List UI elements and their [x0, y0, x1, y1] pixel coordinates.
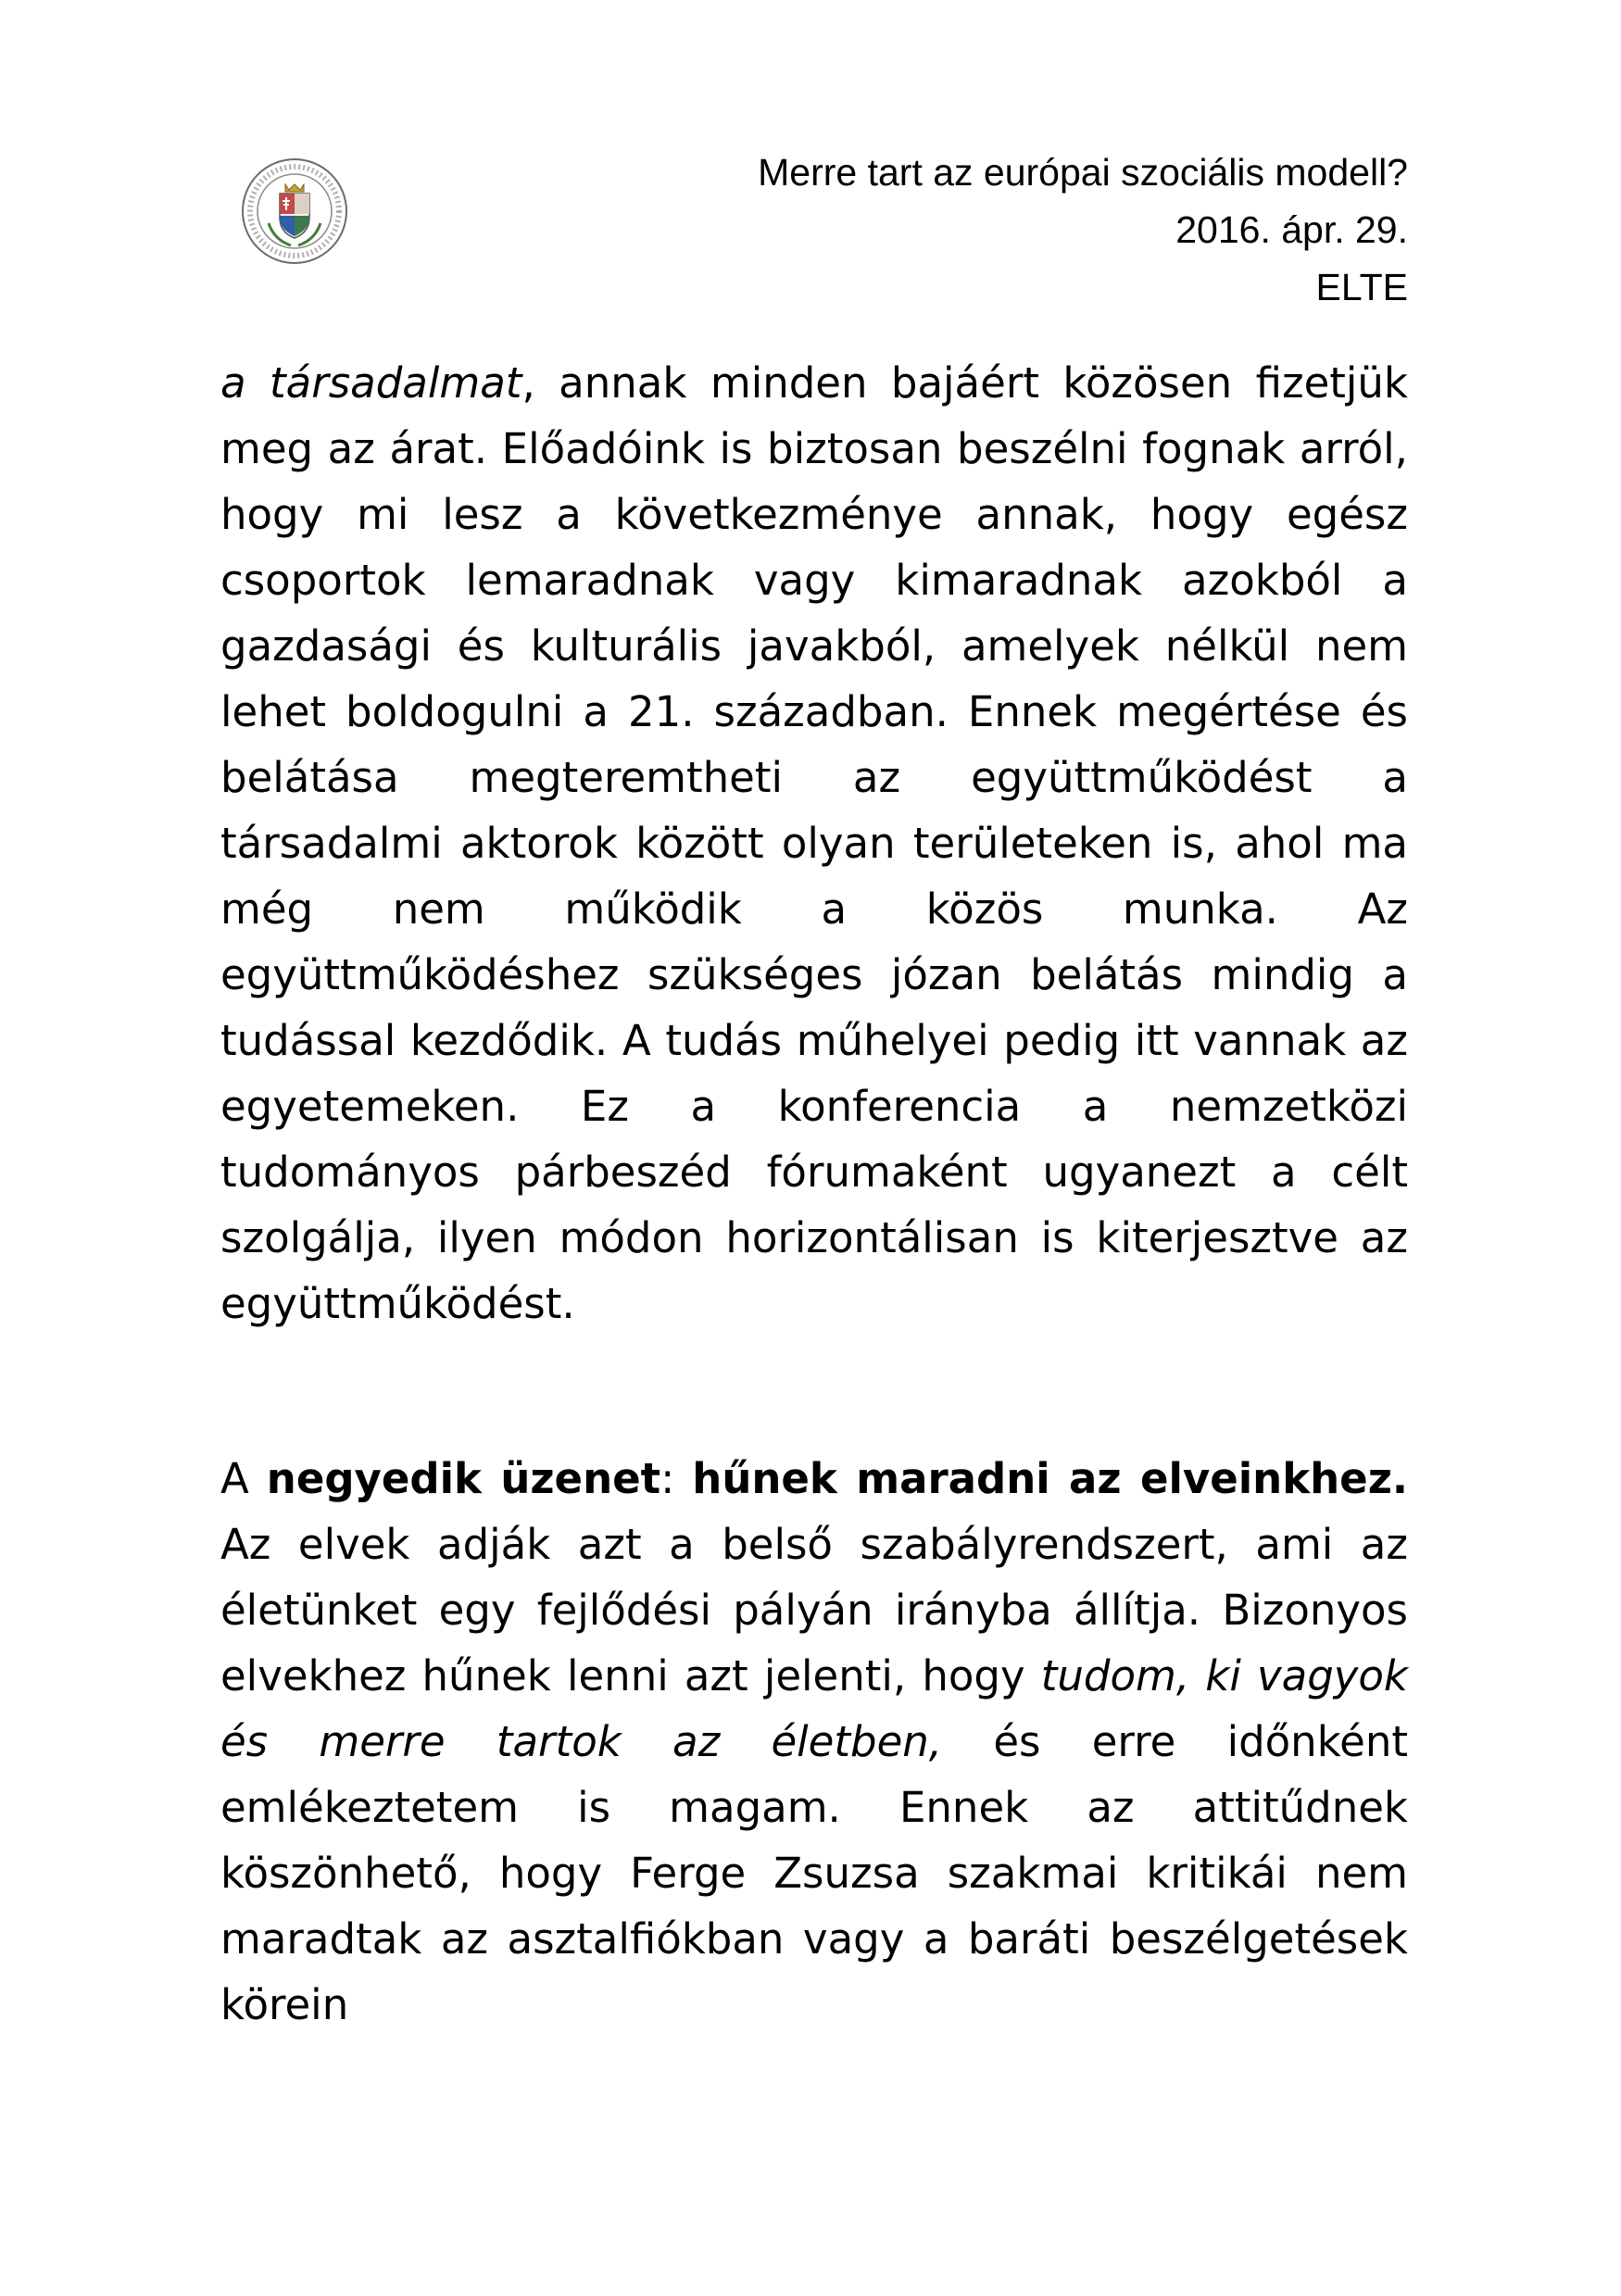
paragraph-2-italic: tudom, ki vagyok és merre tartok az életben,	[220, 1651, 1408, 1766]
paragraph-2	[220, 1446, 1408, 2038]
paragraph-1-italic-intro: a társadalmat	[220, 358, 522, 408]
paragraph-2-text-2: és erre időnként emlékeztetem is magam. Ennek az attitűdnek köszönhető, hogy Ferge Zsuzsa szakmai kritikái nem maradtak az asztalfiókban vagy a baráti beszélgetések körein	[220, 1717, 1408, 2029]
paragraph-1-text: , annak minden bajáért közösen fizetjük meg az árat. Előadóink is biztosan beszélni fognak arról, hogy mi lesz a következménye annak, hogy egész csoportok lemaradnak vagy kimaradnak azokból a gazdasági és kulturális javakból, amelyek nélkül nem lehet boldogulni a 21. században. Ennek megértése és belátása megteremtheti az együttműködést a társadalmi aktorok között olyan területeken is, ahol ma még nem működik a közös munka. Az együttműködéshez szükséges józan belátás mindig a tudással kezdődik. A tudás műhelyei pedig itt vannak az egyetemeken. Ez a konferencia a nemzetközi tudományos párbeszéd fórumaként ugyanezt a célt szolgálja, ilyen módon horizontálisan is kiterjesztve az együttműködést.	[220, 358, 1408, 1328]
university-seal-icon	[239, 151, 350, 271]
paragraph-2-colon: :	[660, 1454, 693, 1503]
header-institution: ELTE	[1315, 266, 1408, 308]
header-date: 2016. ápr. 29.	[1175, 208, 1408, 251]
paragraph-2-lead: A	[220, 1454, 267, 1503]
paragraph-2-bold-message: hűnek maradni az elveinkhez.	[692, 1454, 1408, 1503]
document-header	[758, 144, 1408, 316]
header-title: Merre tart az európai szociális modell?	[758, 151, 1408, 194]
paragraph-2-bold-heading: negyedik üzenet	[266, 1454, 661, 1503]
paragraph-1	[220, 350, 1408, 1336]
paragraph-2-text-1: Az elvek adják azt a belső szabályrendszert, ami az életünket egy fejlődési pályán irányba állítja. Bizonyos elvekhez hűnek lenni azt jelenti, hogy	[220, 1520, 1408, 1700]
